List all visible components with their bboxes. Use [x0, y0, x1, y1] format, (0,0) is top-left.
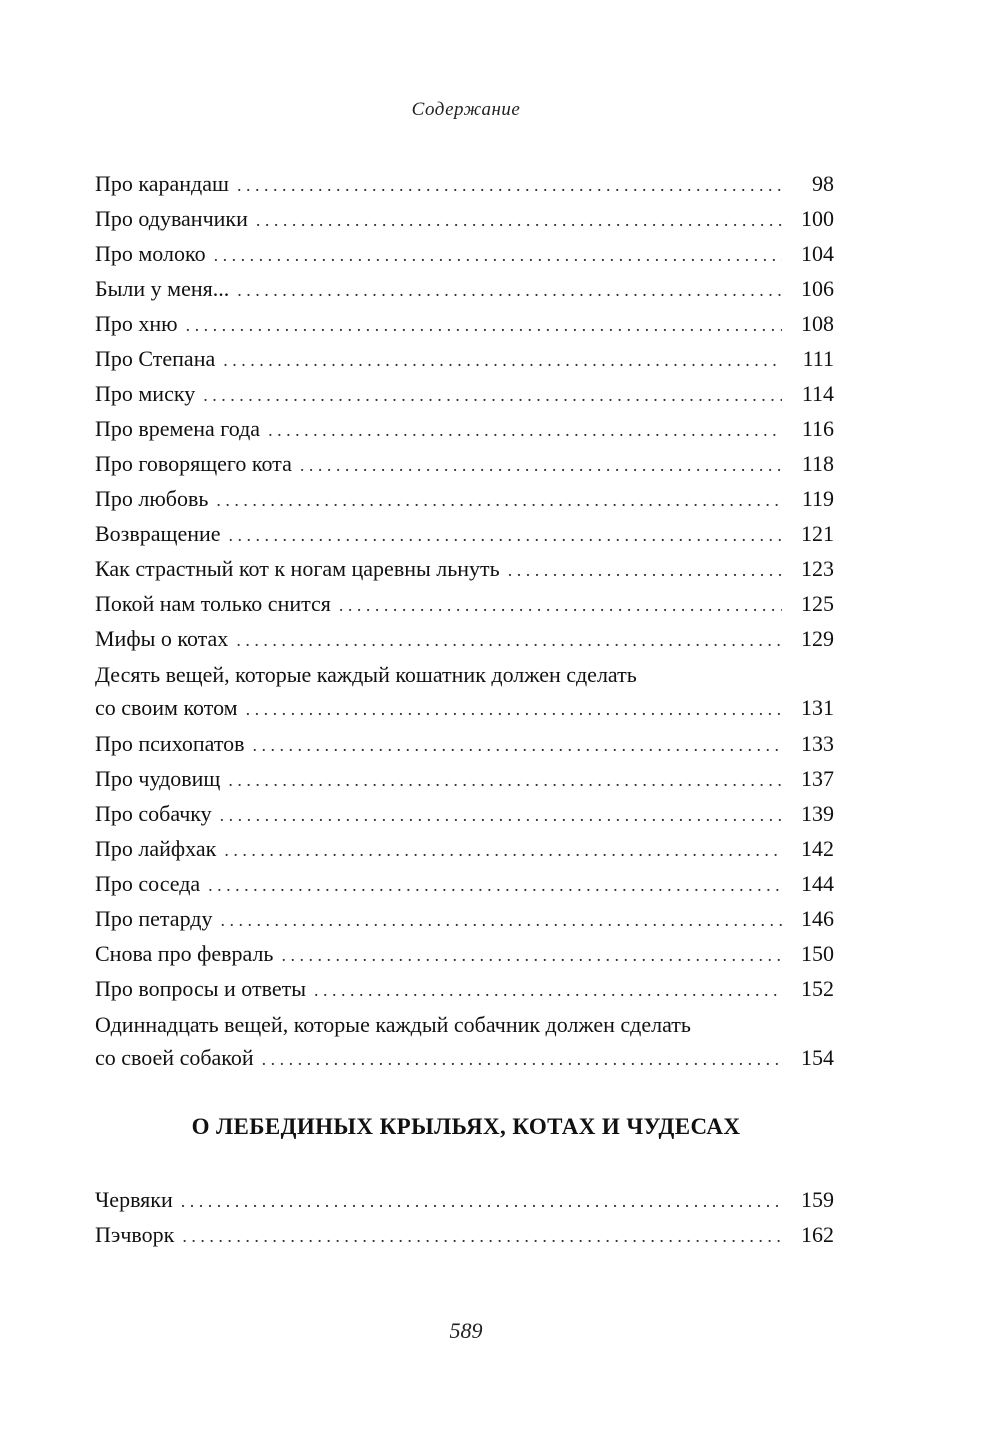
- toc-entry: [95, 936, 834, 971]
- toc-entry-page: 123: [801, 556, 834, 581]
- toc-entry-title: со своим котом: [95, 695, 238, 720]
- toc-entry: [95, 831, 834, 866]
- leader-dots: [214, 238, 782, 273]
- toc-entry-page: 137: [801, 766, 834, 791]
- toc-entry-title: Про Степана: [95, 346, 216, 371]
- toc-entry-title-line1: Одиннадцать вещей, которые каждый собачник должен сделать: [95, 1012, 691, 1037]
- leader-dots: [268, 413, 782, 448]
- toc-entry-title: Про собачку: [95, 801, 212, 826]
- toc-entry-page: 152: [801, 976, 834, 1001]
- toc-entry-title: Про любовь: [95, 486, 209, 511]
- toc-entry: [95, 761, 834, 796]
- toc-entry: [95, 866, 834, 901]
- leader-dots: [228, 763, 782, 798]
- leader-dots: [203, 378, 782, 413]
- toc-entry-title: Про времена года: [95, 416, 261, 441]
- toc-entry-page: 111: [802, 346, 834, 371]
- leader-dots: [220, 798, 782, 833]
- leader-dots: [281, 938, 782, 973]
- toc-entry-page: 150: [801, 941, 834, 966]
- toc-entry-title: Про соседа: [95, 871, 201, 896]
- toc-entry-title: со своей собакой: [95, 1045, 254, 1070]
- toc-entry-page: 142: [801, 836, 834, 861]
- toc-entry: [95, 516, 834, 551]
- toc-entry-title: Как страстный кот к ногам царевны льнуть: [95, 556, 500, 581]
- toc-entry: [95, 1182, 834, 1217]
- toc-entry: [95, 1217, 834, 1252]
- toc-entry-page: 100: [801, 206, 834, 231]
- leader-dots: [246, 691, 782, 727]
- toc-entry-title: Про лайфхак: [95, 836, 217, 861]
- leader-dots: [262, 1041, 782, 1077]
- toc-entry-title: Пэчворк: [95, 1222, 175, 1247]
- toc-entry: [95, 621, 834, 656]
- leader-dots: [236, 623, 782, 658]
- toc-entry-title: Были у меня...: [95, 276, 230, 301]
- page-number: 589: [449, 1318, 483, 1343]
- toc-entry-page: 159: [801, 1187, 834, 1212]
- leader-dots: [224, 833, 782, 868]
- toc-entry: [95, 796, 834, 831]
- toc-entry: [95, 236, 834, 271]
- toc-entry: [95, 481, 834, 516]
- toc-entry-first-line: [95, 1010, 834, 1040]
- toc-entry: [95, 1040, 834, 1076]
- leader-dots: [237, 168, 782, 203]
- toc-entry-title: Про одуванчики: [95, 206, 248, 231]
- toc-entry: [95, 971, 834, 1006]
- toc-entry-title: Покой нам только снится: [95, 591, 331, 616]
- leader-dots: [223, 343, 782, 378]
- toc-entry-title-line1: Десять вещей, которые каждый кошатник должен сделать: [95, 662, 637, 687]
- toc-entry-page: 119: [801, 486, 834, 511]
- leader-dots: [256, 203, 782, 238]
- leader-dots: [208, 868, 782, 903]
- toc-entry-title: Про карандаш: [95, 171, 229, 196]
- toc-entry-page: 121: [801, 521, 834, 546]
- toc-entry: [95, 551, 834, 586]
- toc-entry-page: 104: [801, 241, 834, 266]
- toc-entry-page: 125: [801, 591, 834, 616]
- leader-dots: [339, 588, 782, 623]
- leader-dots: [216, 483, 782, 518]
- toc-entry: [95, 271, 834, 306]
- toc-entry: [95, 341, 834, 376]
- running-head: Содержание: [411, 99, 521, 120]
- toc-entry-title: Про говорящего кота: [95, 451, 292, 476]
- toc-entry-title: Про петарду: [95, 906, 213, 931]
- section-title: О ЛЕБЕДИНЫХ КРЫЛЬЯХ, КОТАХ И ЧУДЕСАХ: [191, 1114, 741, 1139]
- toc-entry-page: 144: [801, 871, 834, 896]
- leader-dots: [181, 1184, 782, 1219]
- toc-entry: [95, 901, 834, 936]
- toc-entry-page: 116: [801, 416, 834, 441]
- toc-entry-title: Про вопросы и ответы: [95, 976, 307, 1001]
- toc-entry-title: Про чудовищ: [95, 766, 221, 791]
- toc-entry: [95, 166, 834, 201]
- toc-entry: [95, 690, 834, 726]
- toc-entry-page: 106: [801, 276, 834, 301]
- toc-list-section: [95, 1182, 834, 1252]
- toc-entry-page: 162: [801, 1222, 834, 1247]
- leader-dots: [237, 273, 782, 308]
- leader-dots: [229, 518, 782, 553]
- toc-entry-title: Про миску: [95, 381, 196, 406]
- toc-entry-page: 108: [801, 311, 834, 336]
- toc-entry: [95, 726, 834, 761]
- leader-dots: [314, 973, 782, 1008]
- toc-entry-title: Снова про февраль: [95, 941, 274, 966]
- toc-entry: [95, 411, 834, 446]
- toc-entry-page: 154: [801, 1045, 834, 1070]
- toc-entry: [95, 376, 834, 411]
- leader-dots: [220, 903, 782, 938]
- toc-entry-page: 114: [801, 381, 834, 406]
- leader-dots: [253, 728, 782, 763]
- leader-dots: [508, 553, 782, 588]
- leader-dots: [186, 308, 782, 343]
- toc-entry-title: Про хню: [95, 311, 178, 336]
- toc-entry-title: Возвращение: [95, 521, 221, 546]
- toc-entry-page: 129: [801, 626, 834, 651]
- toc-entry-title: Червяки: [95, 1187, 173, 1212]
- toc-entry-title: Мифы о котах: [95, 626, 229, 651]
- toc-entry: [95, 446, 834, 481]
- toc-entry: [95, 201, 834, 236]
- toc-entry-title: Про молоко: [95, 241, 206, 266]
- toc-entry-page: 131: [801, 695, 834, 720]
- toc-entry-title: Про психопатов: [95, 731, 245, 756]
- toc-entry-page: 139: [801, 801, 834, 826]
- toc-list: [95, 166, 834, 1076]
- toc-entry-page: 146: [801, 906, 834, 931]
- toc-entry-first-line: [95, 660, 834, 690]
- toc-entry: [95, 586, 834, 621]
- leader-dots: [182, 1219, 782, 1254]
- toc-entry: [95, 306, 834, 341]
- toc-entry-page: 118: [801, 451, 834, 476]
- toc-entry-page: 98: [812, 171, 834, 196]
- toc-entry-page: 133: [801, 731, 834, 756]
- leader-dots: [300, 448, 782, 483]
